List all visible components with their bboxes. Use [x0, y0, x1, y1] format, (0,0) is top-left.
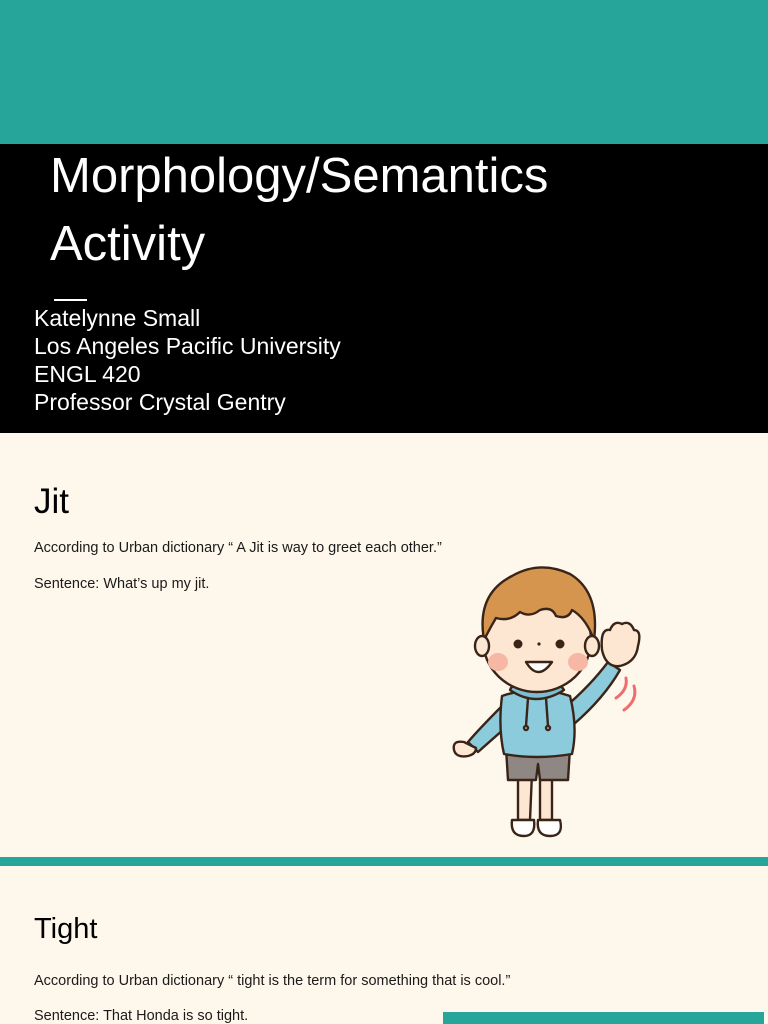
tight-slide [0, 866, 768, 1024]
presentation-subtitle [34, 304, 341, 416]
title-slide [0, 0, 768, 433]
teal-image-frame [443, 1012, 764, 1024]
slide-divider [0, 857, 768, 866]
jit-slide [0, 433, 768, 857]
tight-definition: According to Urban dictionary “ tight is the term for something that is cool.” [34, 973, 511, 989]
author-name: Katelynne Small [34, 305, 201, 331]
waving-boy-icon [440, 558, 650, 843]
jit-example-sentence: Sentence: What’s up my jit. [34, 576, 210, 592]
presentation-title: Morphology/Semantics Activity [50, 149, 549, 271]
teal-header-band [0, 0, 768, 144]
tight-example-sentence: Sentence: That Honda is so tight. [34, 1008, 249, 1024]
title-underline-rule [54, 299, 87, 301]
jit-definition: According to Urban dictionary “ A Jit is way to greet each other.” [34, 540, 442, 556]
slide-heading-jit: Jit [34, 482, 69, 521]
professor-name: Professor Crystal Gentry [34, 389, 286, 415]
slide-heading-tight: Tight [34, 913, 98, 945]
university-name: Los Angeles Pacific University [34, 333, 341, 359]
course-code: ENGL 420 [34, 361, 141, 387]
